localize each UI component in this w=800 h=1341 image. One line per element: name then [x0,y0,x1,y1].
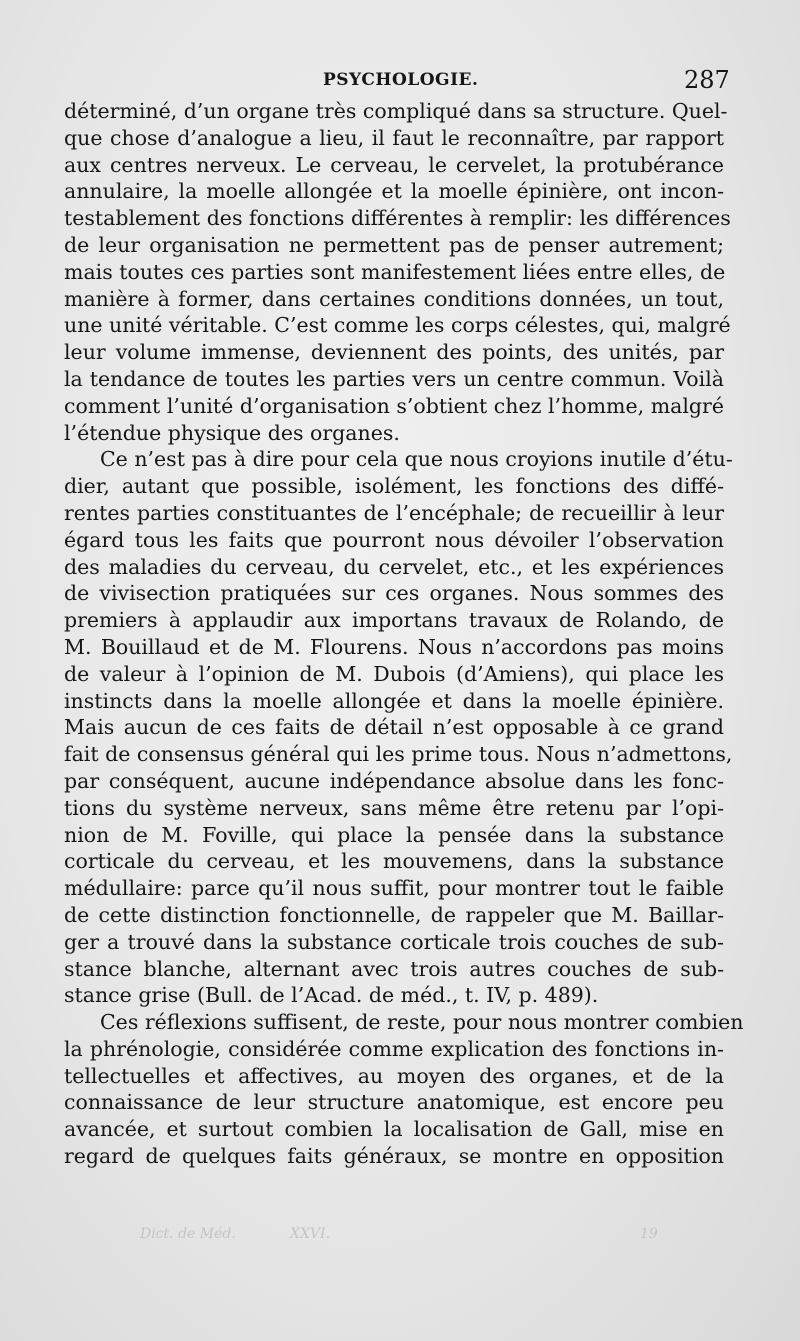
text-line: l’étendue physique des organes. [64,420,400,445]
text-line: premiers à applaudir aux importans travaux de Rolando, de [64,608,724,633]
text-line: rentes parties constituantes de l’encéphale; de recueillir à leur [64,500,724,525]
text-line: de cette distinction fonctionnelle, de rappeler que M. Baillar- [64,902,724,927]
text-line: médullaire: parce qu’il nous suffit, pour montrer tout le faible [64,876,724,901]
text-line: instincts dans la moelle allongée et dans la moelle épinière. [64,688,724,713]
text-line: leur volume immense, deviennent des points, des unités, par [64,340,724,365]
text-line: égard tous les faits que pourront nous dévoiler l’observation [64,527,724,552]
text-line: aux centres nerveux. Le cerveau, le cervelet, la protubérance [64,152,724,177]
text-line: par conséquent, aucune indépendance absolue dans les fonc- [64,768,724,793]
text-line: déterminé, d’un organe très compliqué dans sa structure. Quel- [64,99,728,123]
text-line: stance blanche, alternant avec trois autres couches de sub- [64,956,724,981]
text-line: M. Bouillaud et de M. Flourens. Nous n’accordons pas moins [64,634,724,659]
text-line: manière à former, dans certaines conditions données, un tout, [64,286,724,311]
text-line: mais toutes ces parties sont manifestement liées entre elles, de [64,259,726,284]
body-text [64,98,744,1170]
text-line: la phrénologie, considérée comme explication des fonctions in- [64,1036,724,1061]
text-line: Ces réflexions suffisent, de reste, pour nous montrer combien [100,1010,744,1035]
text-line: ger a trouvé dans la substance corticale trois couches de sub- [64,929,724,954]
text-line: corticale du cerveau, et les mouvemens, dans la substance [64,849,724,874]
text-line: testablement des fonctions différentes à remplir: les différences [64,206,731,231]
text-line: Mais aucun de ces faits de détail n’est opposable à ce grand [64,715,724,740]
running-head [0,66,800,96]
signature-mark: Dict. de Méd. [140,1226,236,1242]
text-line: dier, autant que possible, isolément, les fonctions des diffé- [64,474,724,499]
paragraph-2 [64,446,733,1009]
text-line: annulaire, la moelle allongée et la moelle épinière, ont incon- [64,179,724,204]
paragraph-3 [64,1009,744,1170]
text-line: une unité véritable. C’est comme les corps célestes, qui, malgré [64,313,731,338]
text-line: tions du système nerveux, sans même être retenu par l’opi- [64,795,724,820]
text-line: connaissance de leur structure anatomique, est encore peu [64,1090,724,1115]
text-line: de vivisection pratiquées sur ces organes. Nous sommes des [64,581,724,606]
page-number: 287 [684,66,730,94]
text-line: la tendance de toutes les parties vers un centre commun. Voilà [64,366,724,391]
text-line: stance grise (Bull. de l’Acad. de méd., t. IV, p. 489). [64,983,599,1008]
text-line: avancée, et surtout combien la localisation de Gall, mise en [64,1117,724,1142]
paragraph-1 [64,98,731,446]
text-line: Ce n’est pas à dire pour cela que nous croyions inutile d’étu- [100,447,733,472]
text-line: de leur organisation ne permettent pas de penser autrement; [64,232,724,257]
sheet-mark: 19 [640,1226,658,1242]
text-line: tellectuelles et affectives, au moyen des organes, et de la [64,1063,724,1088]
text-line: comment l’unité d’organisation s’obtient chez l’homme, malgré [64,393,724,418]
text-line: nion de M. Foville, qui place la pensée dans la substance [64,822,724,847]
text-line: de valeur à l’opinion de M. Dubois (d’Amiens), qui place les [64,661,724,686]
text-line: regard de quelques faits généraux, se montre en opposition [64,1144,724,1169]
bleed-through-signature [140,1226,660,1246]
volume-mark: XXVI. [290,1226,331,1242]
running-title: PSYCHOLOGIE. [323,70,479,90]
text-line: fait de consensus général qui les prime tous. Nous n’admettons, [64,742,733,767]
text-line: que chose d’analogue a lieu, il faut le reconnaître, par rapport [64,125,724,150]
text-line: des maladies du cerveau, du cervelet, etc., et les expériences [64,554,724,579]
